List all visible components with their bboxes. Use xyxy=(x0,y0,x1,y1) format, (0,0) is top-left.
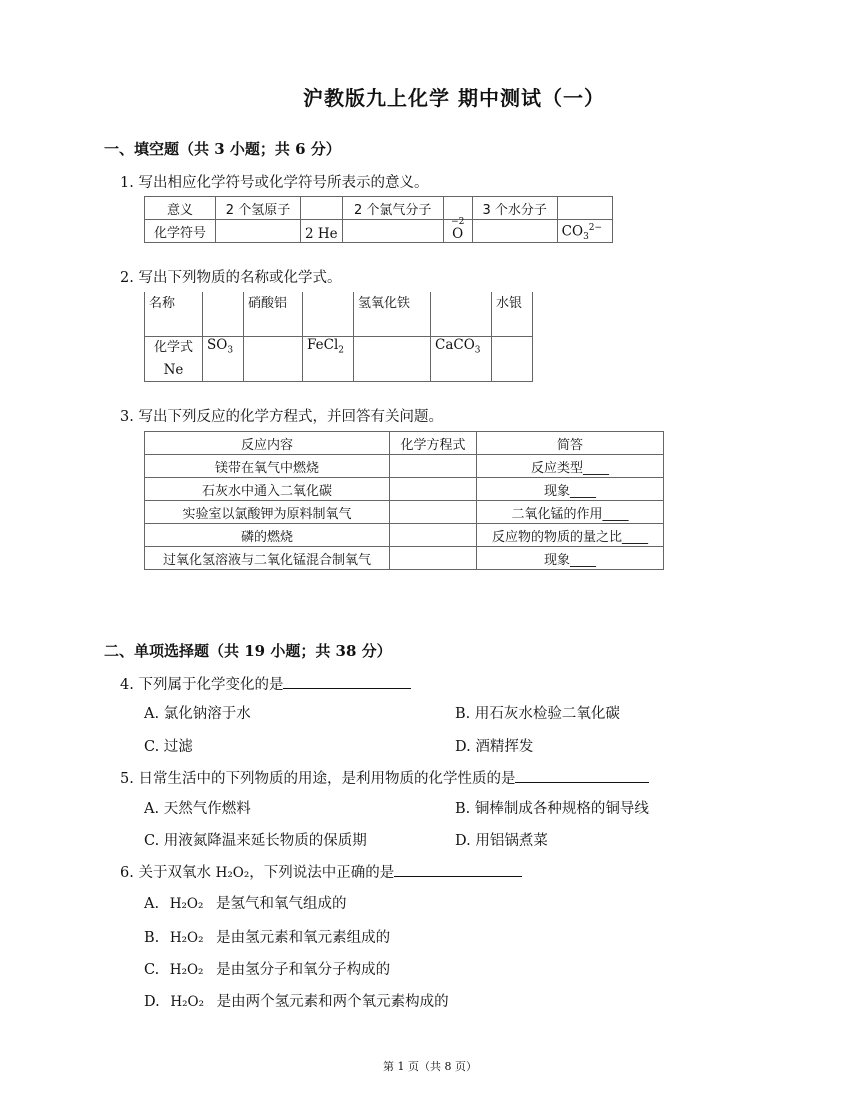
page-title: 沪教版九上化学 期中测试（一） xyxy=(303,86,605,110)
cell: 2 He xyxy=(301,220,343,243)
header-cell: 化学方程式 xyxy=(390,432,477,455)
answer-cell[interactable] xyxy=(472,220,557,243)
answer-cell[interactable] xyxy=(557,197,612,220)
option-text: 是由两个氢元素和两个氧元素构成的 xyxy=(216,994,449,1010)
option-text: 是由氢元素和氧元素组成的 xyxy=(216,930,391,946)
option-a[interactable] xyxy=(144,892,346,913)
question-5-text: 5. 日常生活中的下列物质的用途，是利用物质的化学性质的是 xyxy=(120,771,516,787)
equation-answer-cell[interactable] xyxy=(390,455,477,478)
header-cell: 简答 xyxy=(477,432,664,455)
table-row xyxy=(145,547,664,570)
short-answer-cell[interactable]: 现象____ xyxy=(477,547,664,570)
cell: 2 个氢原子 xyxy=(216,197,301,220)
short-answer-cell[interactable]: 反应类型____ xyxy=(477,455,664,478)
reaction-cell: 实验室以氯酸钾为原料制氧气 xyxy=(145,501,390,524)
formula-cell xyxy=(431,337,492,382)
question-2-text: 2. 写出下列物质的名称或化学式。 xyxy=(120,270,342,286)
cell: 氢氧化铁 xyxy=(354,292,431,337)
cell: 化学符号 xyxy=(145,220,216,243)
subscript: 3 xyxy=(474,345,481,356)
cell: 3 个水分子 xyxy=(472,197,557,220)
reaction-cell: 镁带在氧气中燃烧 xyxy=(145,455,390,478)
answer-blank[interactable] xyxy=(283,674,411,689)
cell: 2 个氯气分子 xyxy=(342,197,443,220)
table-row xyxy=(145,524,664,547)
section-heading-single-choice: 二、单项选择题（共 19 小题；共 38 分） xyxy=(104,642,392,660)
page-footer: 第 1 页（共 8 页） xyxy=(383,1060,477,1073)
option-a[interactable]: A. 天然气作燃料 xyxy=(144,801,251,817)
option-c[interactable]: C. 用液氮降温来延长物质的保质期 xyxy=(144,833,367,849)
option-a[interactable]: A. 氯化钠溶于水 xyxy=(144,706,251,722)
charge-label: −2 xyxy=(451,217,465,227)
question-4 xyxy=(120,673,411,694)
formula-cell xyxy=(203,337,244,382)
reaction-cell: 磷的燃烧 xyxy=(145,524,390,547)
option-label: C. xyxy=(144,962,160,978)
answer-cell[interactable] xyxy=(431,292,492,337)
subscript: 3 xyxy=(227,345,234,356)
short-answer-cell[interactable]: 二氧化锰的作用____ xyxy=(477,501,664,524)
answer-cell[interactable] xyxy=(492,337,533,382)
formula: CaCO xyxy=(435,337,475,353)
question-5 xyxy=(120,767,649,788)
option-b[interactable]: B. 用石灰水检验二氧化碳 xyxy=(455,706,620,722)
table-row xyxy=(145,478,664,501)
option-text: 是由氢分子和氧分子构成的 xyxy=(216,962,391,978)
h2o2-formula: H₂O₂ xyxy=(169,896,204,912)
answer-cell[interactable] xyxy=(216,220,301,243)
reaction-cell: 石灰水中通入二氧化碳 xyxy=(145,478,390,501)
formula: SO xyxy=(207,337,228,353)
table-row xyxy=(145,501,664,524)
answer-cell[interactable] xyxy=(301,197,343,220)
cell: 硝酸铝 xyxy=(244,292,303,337)
table-row xyxy=(145,455,664,478)
h2o2-formula: H₂O₂ xyxy=(215,865,250,881)
cell: 名称 xyxy=(145,292,203,337)
option-text: 是氢气和氧气组成的 xyxy=(215,896,347,912)
formula: FeCl xyxy=(307,337,339,353)
row-label-element: Ne xyxy=(163,362,184,378)
answer-blank[interactable] xyxy=(515,768,649,783)
cell xyxy=(145,337,203,382)
cell: 意义 xyxy=(145,197,216,220)
carbonate-cell xyxy=(557,220,612,243)
equation-answer-cell[interactable] xyxy=(390,501,477,524)
subscript: 3 xyxy=(583,232,589,242)
question-6-text-a: 6. 关于双氧水 xyxy=(120,865,216,881)
answer-cell[interactable] xyxy=(203,292,244,337)
option-label: A. xyxy=(144,896,160,912)
question-6 xyxy=(120,861,522,882)
question-1-text: 1. 写出相应化学符号或化学符号所表示的意义。 xyxy=(120,175,429,191)
question-1-table xyxy=(144,196,613,243)
option-c[interactable]: C. 过滤 xyxy=(144,739,193,755)
question-3-table xyxy=(144,431,664,570)
row-label: 化学式 xyxy=(153,340,193,355)
h2o2-formula: H₂O₂ xyxy=(169,962,204,978)
superscript: 2− xyxy=(588,222,603,233)
short-answer-cell[interactable]: 反应物的物质的量之比____ xyxy=(477,524,664,547)
element-symbol: O xyxy=(452,226,464,242)
option-d[interactable]: D. 用铝锅煮菜 xyxy=(455,833,548,849)
formula: CO xyxy=(561,223,584,240)
equation-answer-cell[interactable] xyxy=(390,547,477,570)
subscript: 2 xyxy=(338,345,344,356)
answer-cell[interactable] xyxy=(354,337,431,382)
answer-cell[interactable] xyxy=(303,292,354,337)
answer-blank[interactable] xyxy=(394,862,522,877)
option-label: D. xyxy=(144,994,160,1010)
question-3-text: 3. 写出下列反应的化学方程式，并回答有关问题。 xyxy=(120,409,443,425)
option-b[interactable] xyxy=(144,926,390,947)
answer-cell[interactable] xyxy=(342,220,443,243)
section-heading-fill-blank: 一、填空题（共 3 小题；共 6 分） xyxy=(104,140,341,158)
header-cell: 反应内容 xyxy=(145,432,390,455)
reaction-cell: 过氧化氢溶液与二氧化锰混合制氧气 xyxy=(145,547,390,570)
short-answer-cell[interactable]: 现象____ xyxy=(477,478,664,501)
option-b[interactable]: B. 铜棒制成各种规格的铜导线 xyxy=(455,801,649,817)
question-6-text-b: ，下列说法中正确的是 xyxy=(249,865,395,881)
oxygen-charge-cell xyxy=(443,217,472,243)
option-c[interactable] xyxy=(144,958,390,979)
question-4-text: 4. 下列属于化学变化的是 xyxy=(120,677,284,693)
option-d[interactable] xyxy=(144,990,449,1011)
question-2-table xyxy=(144,292,533,382)
formula-cell xyxy=(303,337,354,382)
answer-cell[interactable] xyxy=(244,337,303,382)
equation-answer-cell[interactable] xyxy=(390,478,477,501)
h2o2-formula: H₂O₂ xyxy=(170,994,204,1010)
option-d[interactable]: D. 酒精挥发 xyxy=(455,739,534,755)
option-label: B. xyxy=(144,930,160,946)
cell: 水银 xyxy=(492,292,533,337)
equation-answer-cell[interactable] xyxy=(390,524,477,547)
h2o2-formula: H₂O₂ xyxy=(169,930,204,946)
